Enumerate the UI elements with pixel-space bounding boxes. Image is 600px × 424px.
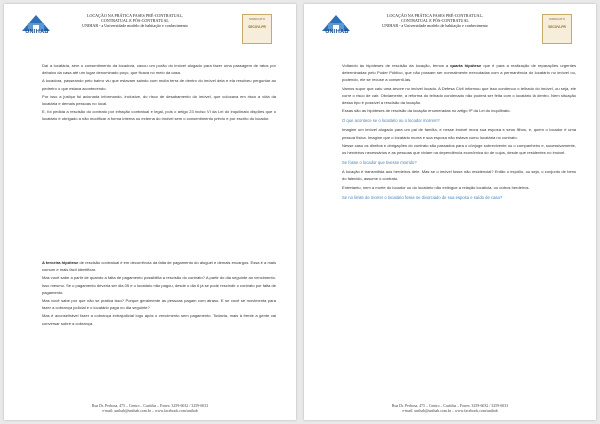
paragraph <box>42 259 276 273</box>
right-body <box>342 62 576 203</box>
seal-bottom-text: SECOVI-PR <box>548 25 566 29</box>
bold-text: A terceira hipótese <box>42 260 79 265</box>
paragraph-text: de rescisão contratual é em decorrência da falta de pagamento do aluguel e demais encargos. Essa é a mais comum e mais fácil identificar. <box>42 260 276 273</box>
paragraph-text: Voltando às hipóteses de rescisão da locação, temos a <box>342 63 451 68</box>
paragraph-text: que é para a realização de reparações urgentes determinadas pelo Poder Público, que não possam ser normalmente executadas com a permanência do locatário no imóvel ou, podendo, ele se recuse a consenti-las. <box>342 63 576 83</box>
bold-text: quarta hipótese <box>450 63 482 68</box>
secovi-seal-icon <box>242 14 272 44</box>
paragraph: Daí a locatária, sem o consentimento da locadora, cavou um porão do imóvel alugado para fazer uma passagem de ratos por debaixo da casa até um lugar denominado poço, que ficava no meio da casa. <box>42 63 276 76</box>
header-line-3: UNIHAB - a Universidade modelo de habitação e conhecimento <box>382 23 488 29</box>
page-header <box>325 12 590 44</box>
header-line-1: LOCAÇÃO NA PRÁTICA FASES PRÉ-CONTRATUAL, <box>386 13 484 18</box>
left-body-upper <box>42 62 276 124</box>
header-line-1: LOCAÇÃO NA PRÁTICA FASES PRÉ-CONTRATUAL, <box>86 13 184 18</box>
paragraph: A locação é transmitida aos herdeiros dele. Mas se o imóvel fosse não residencial? Então o espólio, ou seja, o conjunto de bens do falecido, assume o contrato. <box>342 169 576 182</box>
paragraph: Mas você sabe a partir de quando a falta de pagamento possibilita a rescisão do contrato? A partir do dia seguinte ao vencimento. Isso mesmo. Se o pagamento deveria ser dia 05 e o locatário não pagou, desde o dia 6 já se pode rescindir o contrato por falta de pagamento. <box>42 275 276 295</box>
paragraph: Imagine um imóvel alugado para um pai de família, e nesse imóvel mora sua esposa e seus filhos, e, quem o locador é uma pessoa física. Imagine que o locatário morra e sua esposa não estava como locatária no contrato. <box>342 127 576 140</box>
seal-bottom-text: SECOVI-PR <box>248 25 266 29</box>
footer-address: Rua Dr. Pedrosa, 475 – Centro – Curitiba – Fones: 3259-6032 / 3259-6033 <box>91 403 209 408</box>
page-footer <box>24 404 276 414</box>
header-line-2: CONTRATUAL E PÓS-CONTRATUAL <box>101 18 169 24</box>
logo-text: UNIHAB <box>25 29 49 35</box>
header-line-2: CONTRATUAL E PÓS-CONTRATUAL <box>401 18 469 24</box>
header-text <box>360 13 510 29</box>
footer-address: Rua Dr. Pedrosa, 475 – Centro – Curitiba – Fones: 3259-6032 / 3259-6033 <box>391 403 509 408</box>
paragraph: Mas você sabe por que não se pratica isso? Porque geralmente as pessoas pagam com atraso. E se você se movimenta para fazer a cobrança judicial e o locatário paga no dia seguinte? <box>42 298 276 311</box>
paragraph: Mas é aconselhável fazer a cobrança extrajudicial logo após o vencimento sem pagamento. Todavia, mais à frente a gente vai conversar sobre a cobrança. <box>42 313 276 326</box>
footer-contact: e-mail: unihab@unihab.com.br – www.facebook.com/unihab <box>102 408 198 413</box>
right-page <box>304 4 596 420</box>
seal-top-text: SINDICATO <box>248 17 266 21</box>
section-heading: O que acontece se o locatário ou o locador morrem? <box>342 118 440 124</box>
header-line-3: UNIHAB - a Universidade modelo de habitação e conhecimento <box>82 23 188 29</box>
logo-text: UNIHAB <box>325 29 349 35</box>
paragraph: E, foi pedida a rescisão do contrato por infração contratual e legal, pois o artigo 23 inciso VI da Lei do inquilinato dispões que o locatário é obrigado a não modificar a forma interna ou externa do imóvel sem o consentimento prévio e por escrito do locador. <box>42 109 276 122</box>
section-heading: Se no limite de morrer o locatário fosse se divorciado de sua esposa e saído de casa? <box>342 194 503 200</box>
section-heading: Se fosse o locador que tivesse morrido? <box>342 160 417 166</box>
paragraph: Vamos supor que caiu uma árvore no imóvel locado. A Defesa Civil informou que isso condenou o telhado do imóvel, ou seja, ele corre o risco de cair. Obviamente, a reforma do telhado condenado não poderá ser feita com o locatário lá dentro. Nem situação dessa tipo é possível a rescisão da locação. <box>342 85 576 106</box>
paragraph: Entretanto, nem a morte do locador ou do locatário não extingue a relação locatícia, ou outros herdeiros. <box>342 184 530 190</box>
page-header <box>25 12 290 44</box>
paragraph: A locadora, passeando pelo bairro viu que estavam saindo com muita terra de dentro do imóvel dela e ela resolveu perguntar ao pedreiro o que estava acontecendo. <box>42 78 276 91</box>
paragraph <box>342 62 576 84</box>
footer-contact: e-mail: unihab@unihab.com.br – www.facebook.com/unihab <box>402 408 498 413</box>
paragraph: Nesse caso os direitos e obrigações do contrato são passados para o cônjuge sobrevivente ou o companheiro e, sucessivamente, os herdeiros necessários e as pessoas que viviam na dependência econômica do de cujus, desde que residentes no imóvel. <box>342 142 576 156</box>
page-footer <box>324 404 576 414</box>
paragraph: Por isso a justiça foi acionada informando, inclusive, do risco de desabamento do imóvel, que colocava em risco a vida da locatária e demais pessoas no local. <box>42 93 276 107</box>
seal-top-text: SINDICATO <box>548 17 566 21</box>
header-text <box>60 13 210 29</box>
left-page <box>4 4 296 420</box>
paragraph: Essas são as hipóteses de rescisão da locação enumeradas no artigo 9º da Lei do inquilinato. <box>342 108 511 114</box>
secovi-seal-icon <box>542 14 572 44</box>
left-body-lower <box>42 259 276 328</box>
